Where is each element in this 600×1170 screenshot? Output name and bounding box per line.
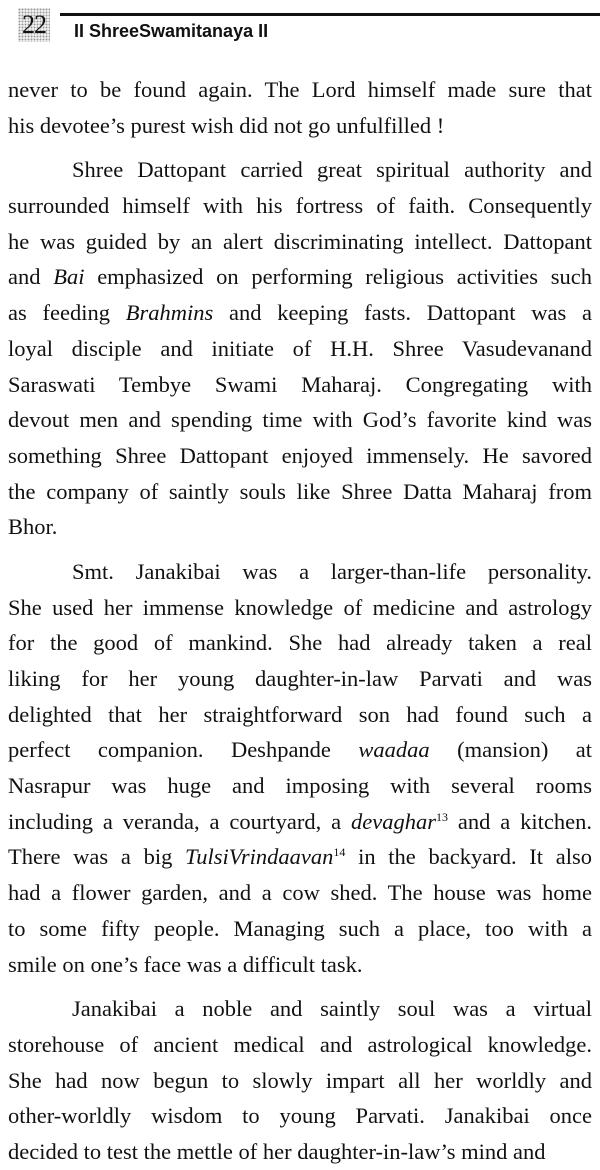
- text-run: Janakibai a noble and saintly soul was a virtual: [72, 996, 592, 1022]
- page-header: [0, 0, 600, 60]
- page-number: 22: [18, 8, 50, 42]
- text-run: never to be found again. The Lord himself made sure that: [8, 77, 592, 102]
- text-line: [8, 911, 592, 947]
- paragraph-gap: [8, 545, 592, 554]
- paragraph-gap: [8, 143, 592, 152]
- text-line: [8, 259, 592, 295]
- text-run: other-worldly wisdom to young Parvati. Janakibai once: [8, 1103, 592, 1129]
- text-run: surrounded himself with his fortress of faith. Consequently: [8, 193, 592, 219]
- text-run: including a veranda, a courtyard, a: [8, 808, 351, 834]
- text-run: loyal disciple and initiate of H.H. Shree Vasudevanand: [8, 335, 592, 361]
- text-line: [8, 1134, 592, 1170]
- text-run: for the good of mankind. She had already taken a real: [8, 630, 592, 656]
- italic-term: Brahmins: [125, 300, 214, 326]
- text-run: and keeping fasts. Dattopant was a: [213, 300, 592, 326]
- text-run: emphasized on performing religious activities such: [84, 264, 592, 290]
- text-line: [8, 947, 592, 983]
- text-run: storehouse of ancient medical and astrological knowledge.: [8, 1031, 592, 1057]
- text-line: [8, 474, 592, 510]
- text-run: the company of saintly souls like Shree Datta Maharaj from: [8, 478, 592, 504]
- body-text: [8, 72, 592, 1170]
- text-run: (mansion) at: [429, 737, 593, 763]
- text-line: [8, 188, 592, 224]
- text-line: [8, 661, 592, 697]
- text-run: Nasrapur was huge and imposing with several rooms: [8, 773, 592, 799]
- header-rule: [60, 13, 600, 16]
- text-run: She had now begun to slowly impart all her worldly and: [8, 1067, 592, 1093]
- text-line: [8, 1063, 592, 1099]
- text-line: [8, 438, 592, 474]
- text-run: he was guided by an alert discriminating intellect. Dattopant: [8, 228, 592, 254]
- text-line: [8, 367, 592, 403]
- text-line: [8, 804, 592, 840]
- text-line: [8, 1098, 592, 1134]
- running-title: II ShreeSwamitanaya II: [74, 21, 269, 41]
- text-run: perfect companion. Deshpande: [8, 737, 359, 763]
- text-line: [8, 697, 592, 733]
- text-run: She used her immense knowledge of medicine and astrology: [8, 594, 592, 620]
- italic-term: Bai: [53, 264, 85, 290]
- text-run: and: [8, 264, 54, 290]
- text-run: decided to test the mettle of her daughter-in-law’s mind and: [8, 1138, 546, 1164]
- text-line: [8, 625, 592, 661]
- text-line: [8, 590, 592, 626]
- text-run: delighted that her straightforward son had found such a: [8, 701, 592, 727]
- text-line: [8, 224, 592, 260]
- text-line: [8, 72, 592, 108]
- text-run: to some fifty people. Managing such a place, too with a: [8, 915, 592, 941]
- text-run: in the backyard. It also: [345, 844, 592, 870]
- text-line: [8, 402, 592, 438]
- text-line: [8, 1027, 592, 1063]
- text-run: his devotee’s purest wish did not go unfulfilled !: [8, 112, 445, 138]
- italic-term: TulsiVrindaavan: [185, 844, 334, 870]
- text-line: [8, 554, 592, 590]
- paragraph: [8, 72, 592, 143]
- text-run: smile on one’s face was a difficult task.: [8, 951, 363, 977]
- text-run: Bhor.: [8, 514, 58, 540]
- text-line: [8, 108, 592, 144]
- text-line: [8, 732, 592, 768]
- italic-term: waadaa: [358, 737, 430, 763]
- text-run: as feeding: [8, 300, 126, 326]
- footnote-marker: 13: [435, 809, 448, 824]
- text-run: had a flower garden, and a cow shed. The house was home: [8, 880, 592, 906]
- text-line: [8, 991, 592, 1027]
- text-run: something Shree Dattopant enjoyed immensely. He savored: [8, 442, 592, 468]
- text-line: [8, 295, 592, 331]
- paragraph: [8, 152, 592, 545]
- text-line: [8, 875, 592, 911]
- text-run: Smt. Janakibai was a larger-than-life personality.: [72, 558, 592, 584]
- text-run: Saraswati Tembye Swami Maharaj. Congregating with: [8, 371, 592, 397]
- italic-term: devaghar: [351, 808, 436, 834]
- text-run: and a kitchen.: [447, 808, 592, 834]
- text-run: Shree Dattopant carried great spiritual authority and: [72, 157, 592, 183]
- footnote-marker: 14: [333, 845, 346, 860]
- paragraph-gap: [8, 982, 592, 991]
- text-line: [8, 768, 592, 804]
- text-line: [8, 509, 592, 545]
- text-run: liking for her young daughter-in-law Parvati and was: [8, 666, 592, 691]
- paragraph: [8, 554, 592, 982]
- text-line: [8, 839, 592, 875]
- text-run: devout men and spending time with God’s favorite kind was: [8, 407, 592, 433]
- text-line: [8, 331, 592, 367]
- paragraph: [8, 991, 592, 1169]
- text-run: There was a big: [8, 844, 186, 870]
- text-line: [8, 152, 592, 188]
